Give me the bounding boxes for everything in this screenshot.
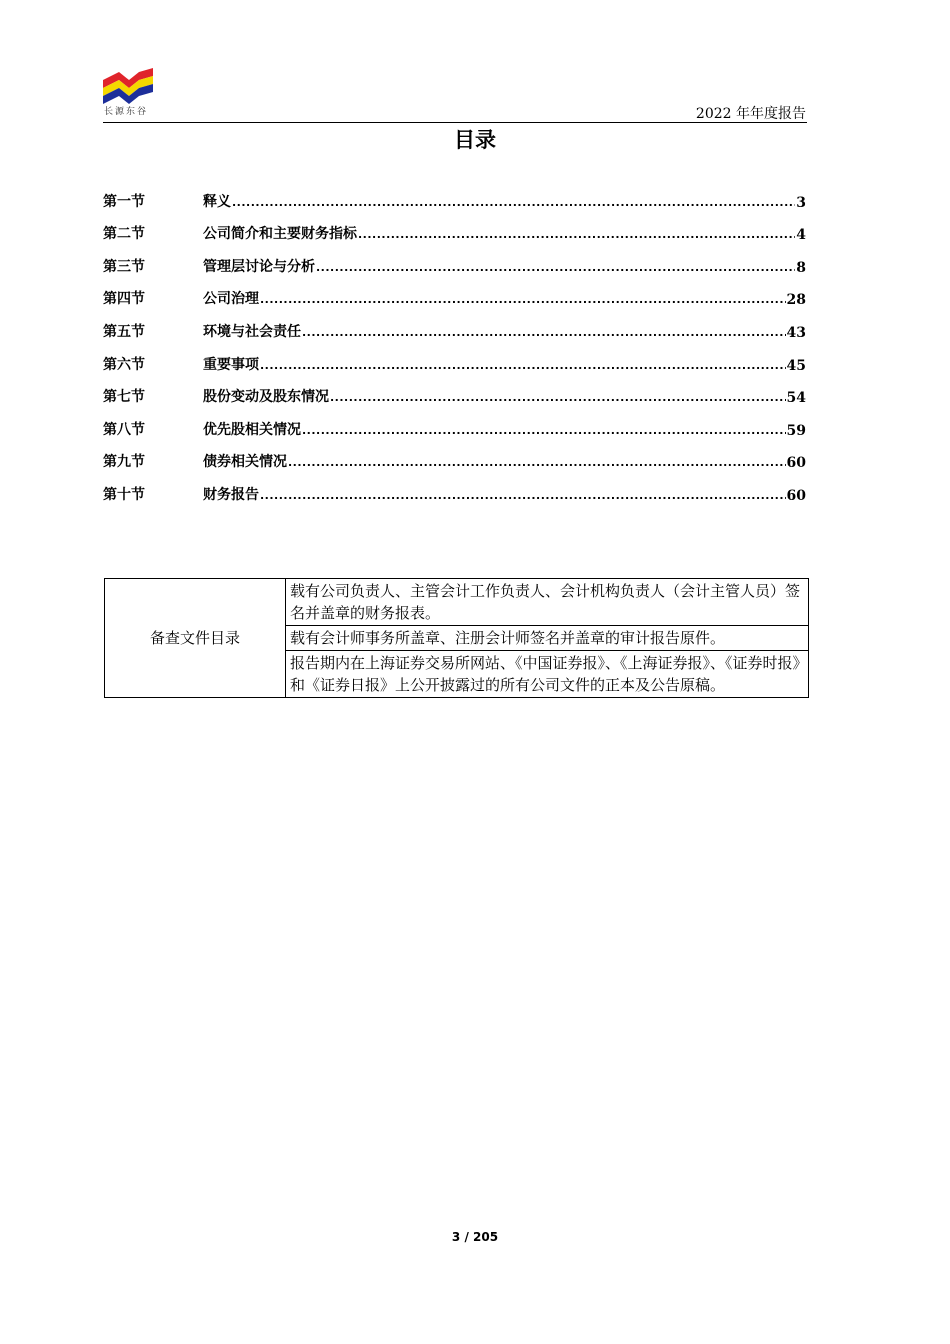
reference-doc-item: 载有公司负责人、主管会计工作负责人、会计机构负责人（会计主管人员）签名并盖章的财务报表。 [286,579,809,626]
header-divider [103,122,807,123]
reference-docs-label: 备查文件目录 [105,579,286,698]
toc-entry[interactable] [103,211,806,244]
toc-section-name: 优先股相关情况 [203,421,301,438]
reference-doc-item: 报告期内在上海证券交易所网站、《中国证券报》、《上海证券报》、《证券时报》和《证券日报》上公开披露过的所有公司文件的正本及公告原稿。 [286,651,809,698]
toc-section-name: 公司简介和主要财务指标 [203,226,357,243]
toc-leader [288,457,786,471]
toc-section-number: 第五节 [103,323,145,340]
toc-section-number: 第八节 [103,421,145,438]
toc-page-number: 3 [796,194,806,211]
toc-section-name: 财务报告 [203,486,259,503]
toc-leader [232,197,795,211]
toc-page-number: 45 [786,357,806,374]
toc-entry[interactable] [103,406,806,439]
toc-page-number: 54 [786,390,806,407]
toc-section-number: 第十节 [103,486,145,503]
report-title: 2022 年年度报告 [695,106,806,122]
toc-leader [302,327,786,341]
toc-section-number: 第六节 [103,356,145,373]
toc-entry[interactable] [103,243,806,276]
toc-page-number: 28 [786,292,806,309]
toc-page-number: 43 [786,324,806,341]
toc-entry[interactable] [103,471,806,504]
toc-section-number: 第二节 [103,226,145,243]
toc-leader [302,425,786,439]
logo-text: 长源东谷 [104,107,149,117]
toc-leader [358,229,795,243]
toc-section-name: 债券相关情况 [203,454,287,471]
toc-section-name: 释义 [203,193,231,210]
toc-page-number: 60 [786,487,806,504]
toc-page-number: 4 [796,227,806,244]
toc-section-name: 股份变动及股东情况 [203,389,329,406]
toc-section-number: 第三节 [103,258,145,275]
toc-section-name: 环境与社会责任 [203,323,301,340]
toc-leader [260,490,786,504]
toc-page-number: 59 [786,422,806,439]
toc-leader [316,262,795,276]
toc-entry[interactable] [103,276,806,309]
toc-section-number: 第九节 [103,454,145,471]
table-row [105,579,809,626]
toc-page-number: 60 [786,455,806,472]
toc-section-number: 第七节 [103,389,145,406]
toc-section-number: 第一节 [103,193,145,210]
toc-entry[interactable] [103,178,806,211]
reference-doc-item: 载有会计师事务所盖章、注册会计师签名并盖章的审计报告原件。 [286,626,809,651]
toc-section-name: 管理层讨论与分析 [203,258,315,275]
toc-entry[interactable] [103,341,806,374]
table-of-contents [103,178,806,504]
reference-documents-table [104,578,809,698]
toc-leader [330,392,786,406]
toc-entry[interactable] [103,374,806,407]
toc-section-name: 重要事项 [203,356,259,373]
toc-entry[interactable] [103,308,806,341]
toc-entry[interactable] [103,439,806,472]
toc-title: 目录 [454,128,496,152]
toc-leader [260,360,786,374]
toc-page-number: 8 [796,259,806,276]
page-indicator: 3 / 205 [451,1230,499,1244]
toc-leader [260,294,786,308]
toc-section-name: 公司治理 [203,291,259,308]
toc-section-number: 第四节 [103,291,145,308]
